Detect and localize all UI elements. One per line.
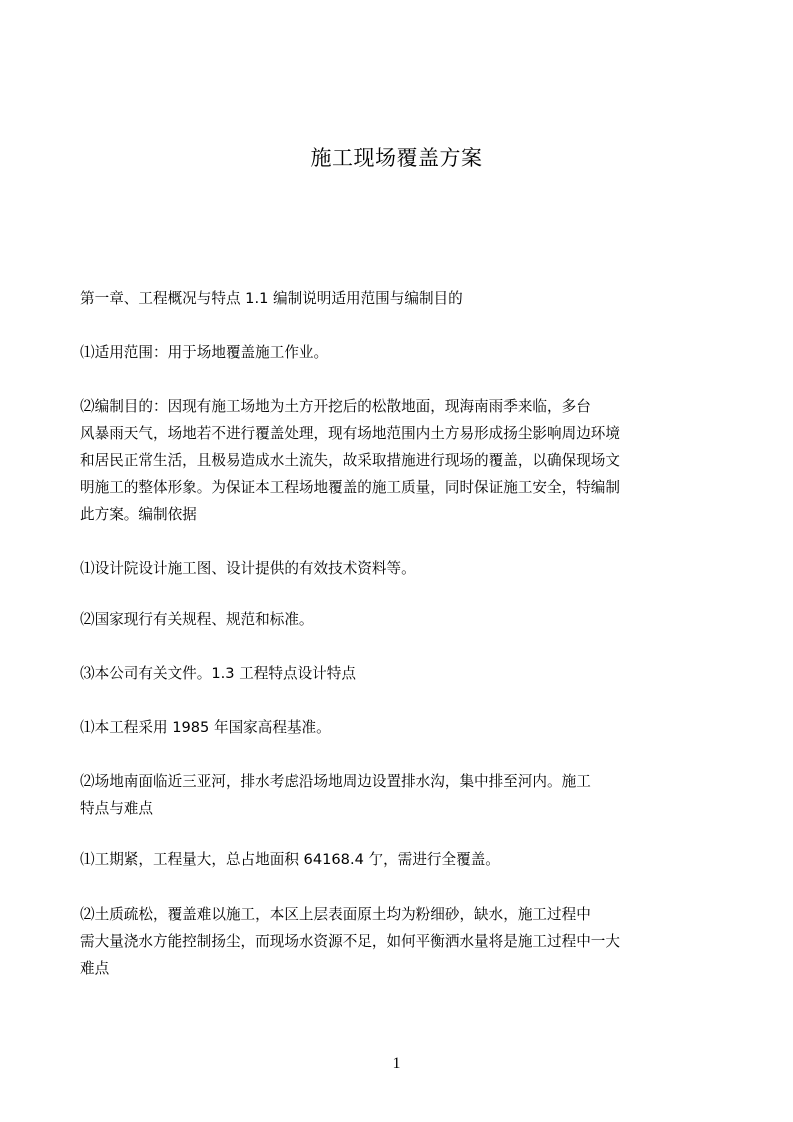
paragraph-basis-2	[80, 606, 710, 633]
paragraph-line: ⑴设计院设计施工图、设计提供的有效技术资料等。	[80, 560, 416, 577]
paragraph-line: 特点与难点	[80, 800, 153, 817]
paragraph-line: 第一章、工程概况与特点 1.1 编制说明适用范围与编制目的	[80, 290, 463, 307]
page-number: 1	[392, 1055, 401, 1072]
paragraph-design-1	[80, 714, 710, 741]
paragraph-line: 需大量浇水方能控制扬尘，而现场水资源不足，如何平衡洒水量将是施工过程中一大	[80, 933, 620, 950]
paragraph-line: 明施工的整体形象。为保证本工程场地覆盖的施工质量，同时保证施工安全，特编制	[80, 479, 620, 496]
paragraph-line: 风暴雨天气，场地若不进行覆盖处理，现有场地范围内土方易形成扬尘影响周边环境	[80, 425, 620, 442]
paragraph-line: ⑴适用范围：用于场地覆盖施工作业。	[80, 344, 329, 361]
paragraph-line: 此方案。编制依据	[80, 506, 197, 523]
paragraph-design-2	[80, 768, 710, 822]
paragraph-line: ⑵编制目的：因现有施工场地为土方开挖后的松散地面，现海南雨季来临，多台	[80, 398, 591, 415]
paragraph-basis-3	[80, 660, 710, 687]
paragraph-scope	[80, 339, 710, 366]
paragraph-difficulty-1	[80, 846, 710, 873]
paragraph-line: ⑵国家现行有关规程、规范和标准。	[80, 611, 314, 628]
paragraph-line: ⑵土质疏松，覆盖难以施工，本区上层表面原土均为粉细砂，缺水，施工过程中	[80, 906, 591, 923]
paragraph-line: ⑵场地南面临近三亚河，排水考虑沿场地周边设置排水沟，集中排至河内。施工	[80, 773, 591, 790]
paragraph-line: 和居民正常生活，且极易造成水土流失，故采取措施进行现场的覆盖，以确保现场文	[80, 452, 620, 469]
paragraph-difficulty-2	[80, 901, 710, 982]
paragraph-line: 难点	[80, 960, 110, 977]
paragraph-line: ⑴本工程采用 1985 年国家高程基准。	[80, 719, 331, 736]
paragraph-purpose	[80, 393, 710, 528]
paragraph-line: ⑶本公司有关文件。1.3 工程特点设计特点	[80, 665, 356, 682]
paragraph-chapter-heading	[80, 285, 710, 312]
document-title: 施工现场覆盖方案	[310, 146, 483, 170]
paragraph-line: ⑴工期紧，工程量大，总占地面积 64168.4 亇，需进行全覆盖。	[80, 851, 500, 868]
paragraph-basis-1	[80, 555, 710, 582]
